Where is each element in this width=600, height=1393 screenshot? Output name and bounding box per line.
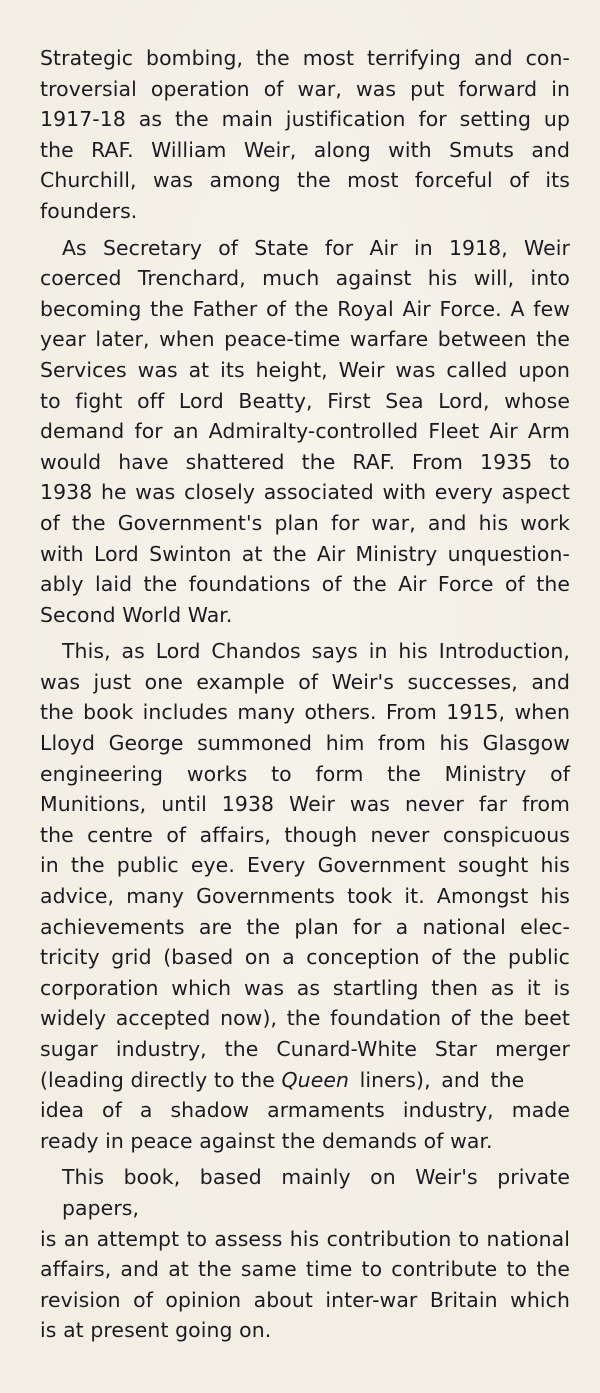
text-line: tricity grid (based on a conception of the public bbox=[40, 945, 570, 970]
italic-title: Queen bbox=[281, 1067, 350, 1092]
text-line: widely accepted now), the foundation of the beet bbox=[40, 1006, 570, 1031]
text-line: in the public eye. Every Government sought his bbox=[40, 853, 570, 878]
text-line: Munitions, until 1938 Weir was never far from bbox=[40, 792, 570, 817]
text-line: revision of opinion about inter-war Britain which bbox=[40, 1287, 570, 1312]
text-line: troversial operation of war, was put forward in bbox=[40, 76, 570, 101]
text-line: ably laid the foundations of the Air Force of the bbox=[40, 572, 570, 597]
text-line: idea of a shadow armaments industry, made bbox=[40, 1098, 570, 1123]
text-line: ready in peace against the demands of war. bbox=[40, 1128, 493, 1153]
text-line: is at present going on. bbox=[40, 1318, 272, 1343]
text-line: Second World War. bbox=[40, 602, 233, 627]
text-line: the centre of affairs, though never conspicuous bbox=[40, 822, 570, 847]
paragraph-4 bbox=[40, 1162, 570, 1346]
text-line: advice, many Governments took it. Amongst his bbox=[40, 884, 570, 909]
text-line: the book includes many others. From 1915, when bbox=[40, 700, 570, 725]
text-line: founders. bbox=[40, 198, 138, 223]
text-line: with Lord Swinton at the Air Ministry unquestion- bbox=[40, 541, 570, 566]
paragraph-1 bbox=[40, 43, 570, 227]
text-line: Services was at its height, Weir was called upon bbox=[40, 357, 570, 382]
text-line: As Secretary of State for Air in 1918, Weir bbox=[62, 235, 570, 260]
paragraph-3 bbox=[40, 636, 570, 1156]
text-line: becoming the Father of the Royal Air Force. A few bbox=[40, 296, 570, 321]
text-line: 1938 he was closely associated with every aspect bbox=[40, 480, 570, 505]
text-line: affairs, and at the same time to contribute to the bbox=[40, 1257, 570, 1282]
text-line: demand for an Admiralty-controlled Fleet Air Arm bbox=[40, 419, 570, 444]
text-fragment: (leading directly to the bbox=[40, 1067, 282, 1092]
text-line: 1917-18 as the main justification for setting up bbox=[40, 107, 570, 132]
blurb-text bbox=[40, 43, 570, 1352]
text-line: was just one example of Weir's successes, and bbox=[40, 669, 570, 694]
paragraph-2 bbox=[40, 233, 570, 631]
text-line: would have shattered the RAF. From 1935 to bbox=[40, 449, 570, 474]
text-line: This, as Lord Chandos says in his Introduction, bbox=[62, 639, 570, 664]
text-line: Churchill, was among the most forceful of its bbox=[40, 168, 570, 193]
text-line: to fight off Lord Beatty, First Sea Lord, whose bbox=[40, 388, 570, 413]
text-line: Lloyd George summoned him from his Glasgow bbox=[40, 731, 570, 756]
text-line: Strategic bombing, the most terrifying and con- bbox=[40, 46, 570, 70]
text-line: This book, based mainly on Weir's private papers, bbox=[62, 1165, 570, 1220]
text-line: of the Government's plan for war, and his work bbox=[40, 510, 570, 535]
text-line: year later, when peace-time warfare between the bbox=[40, 327, 570, 352]
text-line: coerced Trenchard, much against his will, into bbox=[40, 266, 570, 291]
text-fragment: liners), and the bbox=[349, 1067, 525, 1092]
text-line: is an attempt to assess his contribution to national bbox=[40, 1226, 570, 1251]
text-line-with-italic bbox=[40, 1065, 570, 1096]
text-line: sugar industry, the Cunard-White Star merger bbox=[40, 1037, 570, 1061]
text-line: achievements are the plan for a national elec- bbox=[40, 914, 570, 939]
text-line: engineering works to form the Ministry of bbox=[40, 761, 570, 786]
text-line: the RAF. William Weir, along with Smuts and bbox=[40, 137, 570, 162]
text-line: corporation which was as startling then as it is bbox=[40, 975, 570, 1000]
